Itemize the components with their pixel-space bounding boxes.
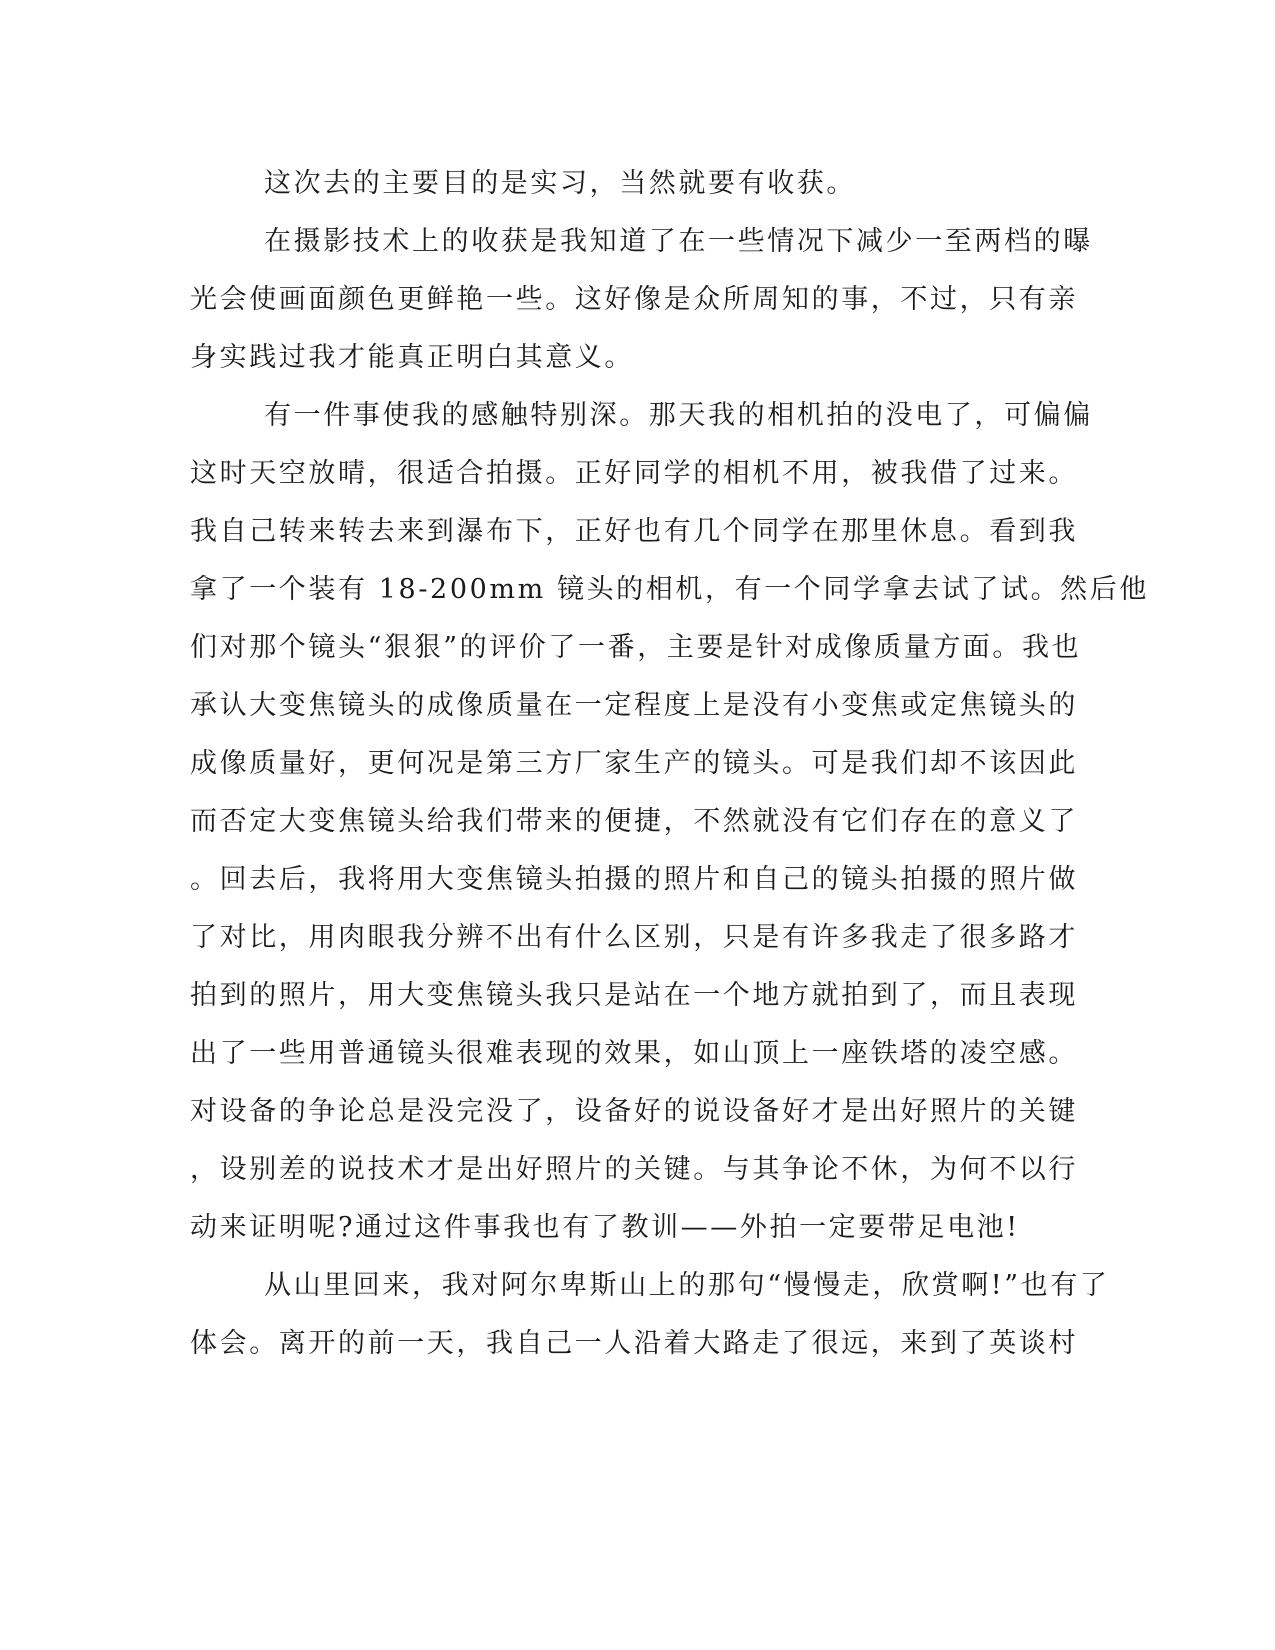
paragraph-3-line-9: 。回去后，我将用大变焦镜头拍摄的照片和自己的镜头拍摄的照片做 — [190, 864, 1078, 895]
paragraph-3-line-10: 了对比，用肉眼我分辨不出有什么区别，只是有许多我走了很多路才 — [190, 922, 1078, 953]
paragraph-3-line-7: 成像质量好，更何况是第三方厂家生产的镜头。可是我们却不该因此 — [190, 748, 1078, 779]
paragraph-3-line-2: 这时天空放晴，很适合拍摄。正好同学的相机不用，被我借了过来。 — [190, 458, 1078, 489]
paragraph-4-line-1: 从山里回来，我对阿尔卑斯山上的那句“慢慢走，欣赏啊!”也有了 — [264, 1270, 1110, 1301]
paragraph-3-line-15: 动来证明呢?通过这件事我也有了教训——外拍一定要带足电池! — [190, 1212, 1020, 1243]
paragraph-3-line-1: 有一件事使我的感触特别深。那天我的相机拍的没电了，可偏偏 — [264, 400, 1093, 431]
paragraph-3-line-13: 对设备的争论总是没完没了，设备好的说设备好才是出好照片的关键 — [190, 1096, 1078, 1127]
paragraph-3-line-11: 拍到的照片，用大变焦镜头我只是站在一个地方就拍到了，而且表现 — [190, 980, 1078, 1011]
paragraph-3-line-14: ，设别差的说技术才是出好照片的关键。与其争论不休，为何不以行 — [190, 1154, 1078, 1185]
paragraph-3-line-6: 承认大变焦镜头的成像质量在一定程度上是没有小变焦或定焦镜头的 — [190, 690, 1078, 721]
paragraph-3-line-5: 们对那个镜头“狠狠”的评价了一番，主要是针对成像质量方面。我也 — [190, 632, 1082, 663]
paragraph-3-line-3: 我自己转来转去来到瀑布下，正好也有几个同学在那里休息。看到我 — [190, 516, 1078, 547]
paragraph-3-line-8: 而否定大变焦镜头给我们带来的便捷，不然就没有它们存在的意义了 — [190, 806, 1078, 837]
paragraph-1-line-1: 这次去的主要目的是实习，当然就要有收获。 — [264, 168, 856, 199]
paragraph-3-line-4: 拿了一个装有 18-200mm 镜头的相机，有一个同学拿去试了试。然后他 — [190, 574, 1149, 605]
paragraph-4-line-2: 体会。离开的前一天，我自己一人沿着大路走了很远，来到了英谈村 — [190, 1328, 1078, 1359]
paragraph-2-line-1: 在摄影技术上的收获是我知道了在一些情况下减少一至两档的曝 — [264, 226, 1093, 257]
paragraph-2-line-3: 身实践过我才能真正明白其意义。 — [190, 342, 634, 373]
paragraph-3-line-12: 出了一些用普通镜头很难表现的效果，如山顶上一座铁塔的凌空感。 — [190, 1038, 1078, 1069]
paragraph-2-line-2: 光会使画面颜色更鲜艳一些。这好像是众所周知的事，不过，只有亲 — [190, 284, 1078, 315]
